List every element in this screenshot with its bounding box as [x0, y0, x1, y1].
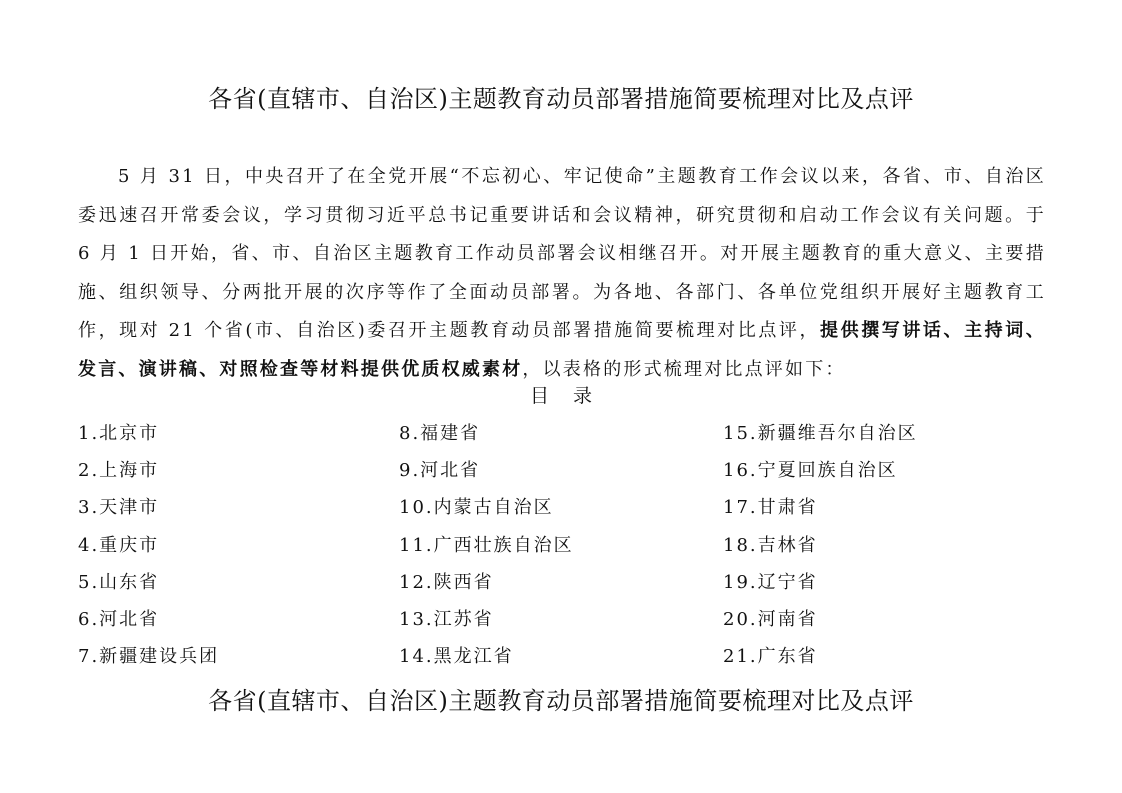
toc-item: 9.河北省: [399, 460, 481, 482]
toc-item: 12.陕西省: [399, 571, 494, 593]
toc-item: 3.天津市: [78, 497, 160, 519]
toc-item: 11.广西壮族自治区: [399, 534, 574, 556]
toc-item: 14.黑龙江省: [399, 646, 514, 668]
toc-item: 18.吉林省: [723, 534, 818, 556]
toc-item: 19.辽宁省: [723, 571, 818, 593]
toc-item: 1.北京市: [78, 423, 160, 444]
toc-item: 6.河北省: [78, 608, 160, 630]
toc-item: 10.内蒙古自治区: [399, 497, 554, 519]
toc-item: 20.河南省: [723, 608, 818, 630]
table-of-contents: [78, 420, 1078, 680]
toc-item: 15.新疆维吾尔自治区: [723, 423, 918, 444]
toc-column-1: [78, 420, 219, 680]
toc-item: 7.新疆建设兵团: [78, 646, 220, 668]
toc-item: 13.江苏省: [399, 608, 494, 630]
toc-item: 5.山东省: [78, 571, 160, 593]
intro-text: 5 月 31 日，中央召开了在全党开展“不忘初心、牢记使命”主题教育工作会议以来，各省、市、自治区委迅速召开常委会议，学习贯彻习近平总书记重要讲话和会议精神，研究贯彻和启动工作会议有关问题。于 6 月 1 日开始，省、市、自治区主题教育工作动员部署会议相继召开。对开展主题教育的重大意义、主要措施、组织领导、分两批开展的次序等作了全面动员部署。为各地、各部门、各单位党组织开展好主题教育工作，现对 21 个省(市、自治区)委召开主题教育动员部署措施简要梳理对比点评，: [78, 166, 1046, 341]
toc-column-2: [399, 420, 574, 680]
page-title: 各省(直辖市、自治区)主题教育动员部署措施简要梳理对比及点评: [208, 85, 914, 113]
section-title: 各省(直辖市、自治区)主题教育动员部署措施简要梳理对比及点评: [208, 687, 914, 715]
toc-heading: 目录: [529, 385, 616, 407]
toc-item: 21.广东省: [723, 646, 818, 668]
toc-column-3: [723, 420, 918, 680]
intro-text-end: ，以表格的形式梳理对比点评如下：: [522, 358, 846, 380]
toc-item: 17.甘肃省: [723, 497, 818, 519]
toc-item: 4.重庆市: [78, 534, 160, 556]
intro-paragraph: [78, 158, 1046, 389]
intro-bold-text: 提供撰写讲话、主持词、发言、演讲稿、对照检查等材料提供优质权威素材: [78, 320, 1046, 380]
toc-item: 2.上海市: [78, 460, 160, 482]
toc-item: 8.福建省: [399, 423, 481, 444]
toc-item: 16.宁夏回族自治区: [723, 460, 898, 482]
